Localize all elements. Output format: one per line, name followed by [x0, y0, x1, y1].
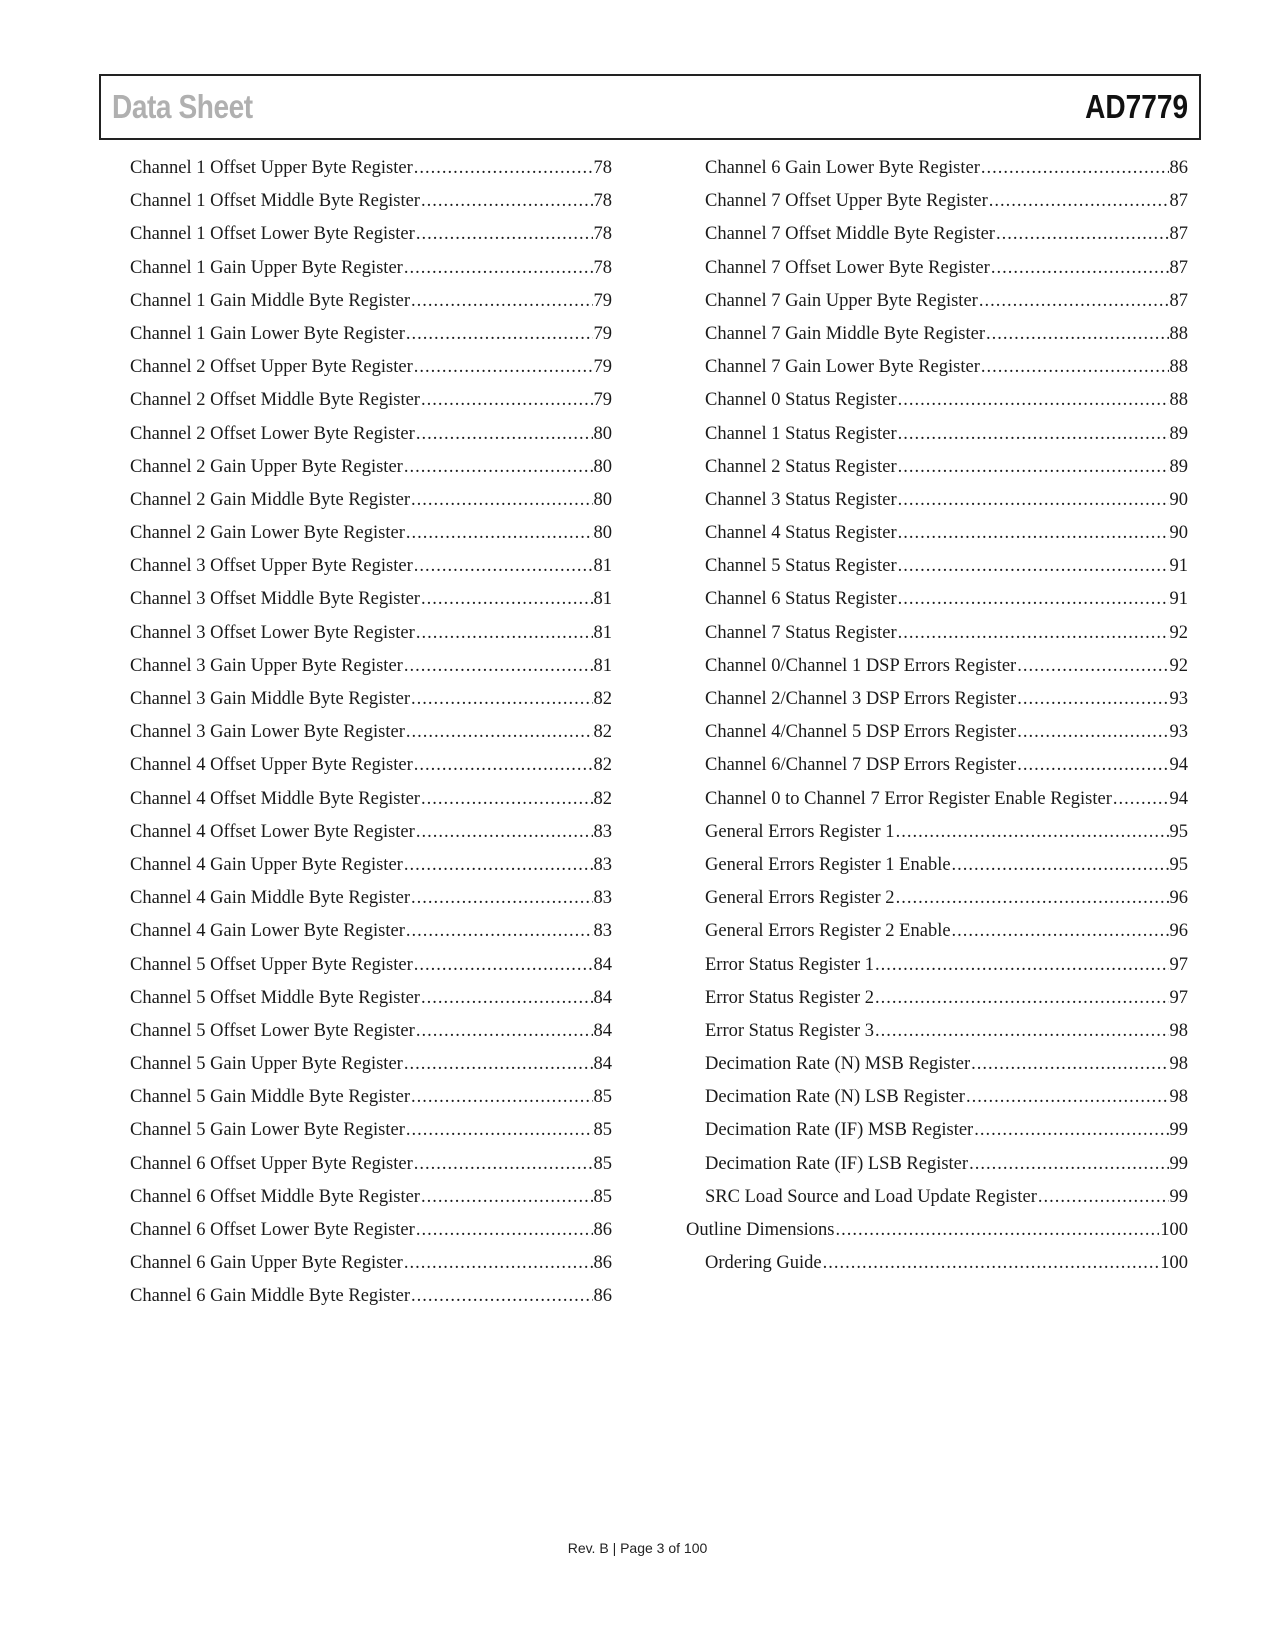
- toc-entry-title: Channel 7 Status Register: [705, 622, 897, 643]
- toc-entry-title: Channel 1 Offset Middle Byte Register: [130, 191, 420, 212]
- toc-leader-dots: [421, 1187, 593, 1208]
- toc-entry[interactable]: [705, 921, 1188, 954]
- toc-entry-title: Channel 4 Offset Upper Byte Register: [130, 755, 413, 776]
- toc-entry-title: Channel 4 Gain Middle Byte Register: [130, 888, 411, 909]
- toc-leader-dots: [406, 1120, 593, 1141]
- toc-entry-title: Channel 7 Offset Lower Byte Register: [705, 257, 990, 278]
- toc-leader-dots: [991, 258, 1169, 279]
- toc-entry-page: 95: [1169, 821, 1188, 842]
- toc-entry-page: 91: [1169, 556, 1188, 577]
- toc-entry[interactable]: [705, 822, 1188, 855]
- toc-leader-dots: [406, 921, 593, 942]
- toc-entry[interactable]: [705, 291, 1188, 324]
- toc-leader-dots: [969, 1154, 1168, 1175]
- toc-leader-dots: [416, 1220, 593, 1241]
- toc-entry-page: 81: [593, 622, 612, 643]
- toc-leader-dots: [421, 589, 593, 610]
- toc-entry-title: Channel 6 Gain Upper Byte Register: [130, 1253, 403, 1274]
- toc-leader-dots: [416, 623, 593, 644]
- toc-entry-page: 99: [1169, 1120, 1188, 1141]
- toc-entry-title: Channel 7 Gain Upper Byte Register: [705, 290, 978, 311]
- toc-entry[interactable]: [130, 457, 612, 490]
- toc-entry[interactable]: [705, 357, 1188, 390]
- toc-entry-page: 99: [1169, 1186, 1188, 1207]
- toc-entry[interactable]: [705, 1054, 1188, 1087]
- toc-entry[interactable]: [705, 390, 1188, 423]
- toc-leader-dots: [411, 291, 592, 312]
- toc-entry[interactable]: [130, 623, 612, 656]
- toc-entry[interactable]: [130, 888, 612, 921]
- toc-leader-dots: [406, 523, 593, 544]
- toc-leader-dots: [1017, 656, 1168, 677]
- toc-entry-page: 96: [1169, 921, 1188, 942]
- toc-entry-title: Channel 4 Gain Upper Byte Register: [130, 854, 403, 875]
- toc-entry-title: Channel 7 Gain Middle Byte Register: [705, 323, 986, 344]
- toc-leader-dots: [1017, 755, 1168, 776]
- toc-entry-page: 86: [1169, 158, 1188, 178]
- toc-leader-dots: [966, 1087, 1169, 1108]
- toc-entry-title: Channel 2 Gain Lower Byte Register: [130, 523, 405, 544]
- toc-leader-dots: [898, 390, 1169, 411]
- page-header: [99, 74, 1201, 140]
- toc-entry[interactable]: [130, 1286, 612, 1319]
- toc-entry[interactable]: [705, 191, 1188, 224]
- toc-entry-page: 99: [1169, 1153, 1188, 1174]
- toc-entry-title: Channel 4 Offset Middle Byte Register: [130, 788, 420, 809]
- toc-leader-dots: [416, 1021, 593, 1042]
- toc-entry[interactable]: [686, 1220, 1188, 1253]
- toc-entry[interactable]: [705, 689, 1188, 722]
- toc-entry-page: 97: [1169, 987, 1188, 1008]
- toc-entry-title: Channel 2/Channel 3 DSP Errors Register: [705, 689, 1017, 709]
- toc-entry-title: Channel 1 Gain Upper Byte Register: [130, 257, 403, 278]
- toc-entry-page: 80: [593, 456, 612, 477]
- toc-entry-page: 90: [1169, 489, 1188, 510]
- toc-entry-page: 85: [593, 1186, 612, 1207]
- toc-entry-page: 93: [1169, 689, 1188, 709]
- toc-entry-page: 95: [1169, 854, 1188, 875]
- toc-entry-page: 80: [593, 523, 612, 544]
- toc-entry-page: 85: [593, 1120, 612, 1141]
- toc-leader-dots: [823, 1253, 1160, 1274]
- toc-entry-page: 79: [593, 323, 612, 344]
- toc-entry[interactable]: [705, 1120, 1188, 1153]
- toc-leader-dots: [404, 1253, 593, 1274]
- toc-entry[interactable]: [130, 324, 612, 357]
- toc-entry-page: 79: [593, 390, 612, 411]
- toc-entry[interactable]: [705, 623, 1188, 656]
- toc-entry[interactable]: [130, 1253, 612, 1286]
- toc-entry[interactable]: [705, 722, 1188, 755]
- toc-entry-title: Channel 3 Offset Upper Byte Register: [130, 556, 413, 577]
- toc-entry[interactable]: [130, 789, 612, 822]
- toc-entry-page: 82: [593, 788, 612, 809]
- toc-entry-title: Channel 4 Status Register: [705, 523, 897, 544]
- toc-entry-title: Channel 2 Offset Upper Byte Register: [130, 357, 413, 378]
- toc-entry-title: Channel 3 Offset Lower Byte Register: [130, 622, 415, 643]
- toc-entry-title: Error Status Register 2: [705, 987, 875, 1008]
- toc-entry-page: 83: [593, 921, 612, 942]
- toc-entry[interactable]: [705, 888, 1188, 921]
- toc-entry-title: Channel 1 Offset Upper Byte Register: [130, 158, 413, 178]
- toc-leader-dots: [981, 357, 1169, 378]
- toc-leader-dots: [421, 789, 593, 810]
- toc-entry-title: Channel 2 Gain Upper Byte Register: [130, 456, 403, 477]
- toc-leader-dots: [875, 1021, 1168, 1042]
- toc-entry[interactable]: [130, 158, 612, 191]
- toc-entry-page: 98: [1169, 1087, 1188, 1108]
- toc-entry[interactable]: [705, 1154, 1188, 1187]
- toc-entry-page: 82: [593, 722, 612, 743]
- toc-leader-dots: [898, 589, 1169, 610]
- toc-leader-dots: [411, 490, 592, 511]
- toc-leader-dots: [406, 324, 593, 345]
- toc-entry[interactable]: [705, 1087, 1188, 1120]
- toc-entry-title: Ordering Guide: [705, 1253, 822, 1274]
- toc-entry-title: Channel 3 Gain Middle Byte Register: [130, 689, 411, 709]
- toc-entry-page: 85: [593, 1153, 612, 1174]
- toc-entry-title: SRC Load Source and Load Update Register: [705, 1186, 1037, 1207]
- toc-entry-page: 81: [593, 655, 612, 676]
- toc-entry-title: Channel 1 Gain Lower Byte Register: [130, 323, 405, 344]
- toc-entry-title: Channel 2 Offset Lower Byte Register: [130, 423, 415, 444]
- toc-entry[interactable]: [130, 1054, 612, 1087]
- toc-entry[interactable]: [705, 490, 1188, 523]
- toc-leader-dots: [404, 457, 593, 478]
- toc-entry-title: Channel 2 Gain Middle Byte Register: [130, 489, 411, 510]
- toc-leader-dots: [414, 357, 593, 378]
- toc-entry[interactable]: [705, 556, 1188, 589]
- toc-entry-title: Channel 1 Gain Middle Byte Register: [130, 290, 411, 311]
- toc-leader-dots: [898, 623, 1169, 644]
- toc-entry-page: 83: [593, 854, 612, 875]
- toc-entry[interactable]: [130, 258, 612, 291]
- toc-entry[interactable]: [130, 855, 612, 888]
- toc-entry[interactable]: [130, 390, 612, 423]
- header-doc-type: Data Sheet: [112, 88, 253, 125]
- toc-leader-dots: [1113, 789, 1169, 810]
- toc-entry[interactable]: [130, 224, 612, 257]
- toc-entry[interactable]: [130, 1154, 612, 1187]
- toc-leader-dots: [411, 1087, 592, 1108]
- toc-entry-page: 84: [593, 954, 612, 975]
- toc-entry-page: 86: [593, 1253, 612, 1274]
- toc-leader-dots: [1038, 1187, 1169, 1208]
- toc-leader-dots: [1017, 689, 1168, 710]
- toc-entry-page: 86: [593, 1286, 612, 1307]
- toc-entry-page: 97: [1169, 954, 1188, 975]
- toc-entry-title: Channel 3 Status Register: [705, 489, 897, 510]
- toc-entry-page: 83: [593, 821, 612, 842]
- toc-entry[interactable]: [705, 955, 1188, 988]
- toc-entry-page: 100: [1160, 1253, 1188, 1274]
- toc-leader-dots: [404, 258, 593, 279]
- toc-entry-page: 78: [593, 158, 612, 178]
- toc-entry[interactable]: [705, 589, 1188, 622]
- toc-leader-dots: [952, 921, 1169, 942]
- toc-entry-title: Channel 0/Channel 1 DSP Errors Register: [705, 655, 1017, 676]
- toc-entry[interactable]: [130, 822, 612, 855]
- toc-entry-page: 78: [593, 191, 612, 212]
- toc-entry[interactable]: [705, 258, 1188, 291]
- toc-entry-page: 86: [593, 1220, 612, 1240]
- toc-entry[interactable]: [130, 357, 612, 390]
- toc-leader-dots: [421, 390, 593, 411]
- toc-entry-title: Outline Dimensions: [686, 1220, 835, 1240]
- toc-entry-title: Channel 5 Gain Upper Byte Register: [130, 1054, 403, 1075]
- toc-leader-dots: [896, 822, 1169, 843]
- toc-entry-page: 90: [1169, 523, 1188, 544]
- toc-leader-dots: [898, 556, 1169, 577]
- toc-entry-page: 96: [1169, 888, 1188, 909]
- toc-entry-title: Channel 6 Offset Middle Byte Register: [130, 1186, 420, 1207]
- toc-right-column: [686, 158, 1188, 1286]
- toc-entry-title: Channel 5 Status Register: [705, 556, 897, 577]
- toc-entry-title: Channel 5 Offset Lower Byte Register: [130, 1020, 415, 1041]
- toc-entry-title: Error Status Register 3: [705, 1020, 875, 1041]
- toc-entry[interactable]: [130, 556, 612, 589]
- toc-entry[interactable]: [130, 1021, 612, 1054]
- toc-entry-page: 87: [1169, 191, 1188, 212]
- toc-leader-dots: [896, 888, 1169, 909]
- toc-leader-dots: [898, 490, 1169, 511]
- toc-entry-title: Channel 4/Channel 5 DSP Errors Register: [705, 722, 1017, 743]
- toc-entry-page: 78: [593, 257, 612, 278]
- toc-entry-title: General Errors Register 1 Enable: [705, 854, 951, 875]
- toc-entry-title: Channel 6 Gain Middle Byte Register: [130, 1286, 411, 1307]
- toc-entry-title: Channel 3 Gain Upper Byte Register: [130, 655, 403, 676]
- toc-leader-dots: [981, 158, 1169, 179]
- toc-entry[interactable]: [130, 755, 612, 788]
- toc-leader-dots: [404, 855, 593, 876]
- toc-entry[interactable]: [130, 955, 612, 988]
- toc-entry-page: 98: [1169, 1020, 1188, 1041]
- toc-entry-page: 100: [1160, 1220, 1188, 1240]
- toc-entry-title: Channel 7 Offset Middle Byte Register: [705, 224, 995, 245]
- toc-leader-dots: [404, 656, 593, 677]
- toc-leader-dots: [989, 191, 1169, 212]
- toc-entry-page: 81: [593, 556, 612, 577]
- toc-entry-title: Decimation Rate (N) MSB Register: [705, 1054, 971, 1075]
- toc-entry-title: Channel 4 Gain Lower Byte Register: [130, 921, 405, 942]
- toc-entry[interactable]: [705, 656, 1188, 689]
- toc-leader-dots: [404, 1054, 593, 1075]
- toc-leader-dots: [875, 988, 1168, 1009]
- toc-entry[interactable]: [130, 1220, 612, 1253]
- toc-entry-title: General Errors Register 2 Enable: [705, 921, 951, 942]
- toc-entry-title: Channel 0 to Channel 7 Error Register Enable Register: [705, 788, 1112, 809]
- toc-entry[interactable]: [705, 1253, 1188, 1286]
- toc-leader-dots: [414, 556, 593, 577]
- toc-entry[interactable]: [705, 855, 1188, 888]
- toc-entry-title: General Errors Register 2: [705, 888, 895, 909]
- toc-entry[interactable]: [705, 1021, 1188, 1054]
- toc-leader-dots: [1017, 722, 1168, 743]
- toc-entry[interactable]: [705, 424, 1188, 457]
- toc-leader-dots: [411, 1286, 592, 1307]
- toc-entry-page: 98: [1169, 1054, 1188, 1075]
- toc-entry-title: Channel 2 Offset Middle Byte Register: [130, 390, 420, 411]
- toc-entry-page: 83: [593, 888, 612, 909]
- toc-leader-dots: [416, 224, 593, 245]
- toc-entry-title: Channel 4 Offset Lower Byte Register: [130, 821, 415, 842]
- toc-entry-page: 84: [593, 987, 612, 1008]
- page-footer: Rev. B | Page 3 of 100: [567, 1540, 708, 1556]
- toc-leader-dots: [416, 424, 593, 445]
- toc-entry-page: 87: [1169, 290, 1188, 311]
- toc-entry-title: Channel 6 Gain Lower Byte Register: [705, 158, 980, 178]
- toc-leader-dots: [996, 224, 1169, 245]
- toc-entry[interactable]: [130, 689, 612, 722]
- toc-entry-title: Channel 3 Gain Lower Byte Register: [130, 722, 405, 743]
- toc-entry-title: Channel 2 Status Register: [705, 456, 897, 477]
- toc-entry-title: Channel 1 Offset Lower Byte Register: [130, 224, 415, 245]
- toc-entry-page: 92: [1169, 655, 1188, 676]
- toc-entry[interactable]: [705, 324, 1188, 357]
- toc-entry-title: Channel 7 Offset Upper Byte Register: [705, 191, 988, 212]
- toc-entry-title: Channel 0 Status Register: [705, 390, 897, 411]
- header-part-number: AD7779: [1085, 88, 1188, 125]
- toc-leader-dots: [898, 457, 1169, 478]
- toc-entry-page: 92: [1169, 622, 1188, 643]
- toc-entry-title: Error Status Register 1: [705, 954, 875, 975]
- toc-entry-page: 88: [1169, 323, 1188, 344]
- toc-entry-title: Decimation Rate (IF) LSB Register: [705, 1153, 969, 1174]
- toc-leader-dots: [421, 191, 593, 212]
- toc-entry-title: Decimation Rate (IF) MSB Register: [705, 1120, 974, 1141]
- toc-left-column: [130, 158, 612, 1320]
- toc-entry[interactable]: [130, 424, 612, 457]
- toc-entry-page: 82: [593, 689, 612, 709]
- toc-leader-dots: [416, 822, 593, 843]
- toc-entry-page: 87: [1169, 257, 1188, 278]
- toc-entry[interactable]: [130, 988, 612, 1021]
- toc-entry[interactable]: [130, 523, 612, 556]
- toc-entry-page: 81: [593, 589, 612, 610]
- toc-entry-page: 89: [1169, 456, 1188, 477]
- toc-entry[interactable]: [130, 656, 612, 689]
- toc-leader-dots: [406, 722, 593, 743]
- toc-entry[interactable]: [705, 224, 1188, 257]
- toc-entry-page: 88: [1169, 390, 1188, 411]
- toc-leader-dots: [952, 855, 1169, 876]
- toc-entry-page: 78: [593, 224, 612, 245]
- toc-entry[interactable]: [130, 1187, 612, 1220]
- toc-entry-page: 79: [593, 357, 612, 378]
- toc-leader-dots: [836, 1220, 1160, 1241]
- toc-entry-page: 94: [1169, 755, 1188, 776]
- toc-leader-dots: [971, 1054, 1168, 1075]
- toc-leader-dots: [875, 955, 1168, 976]
- toc-entry-title: Channel 7 Gain Lower Byte Register: [705, 357, 980, 378]
- toc-leader-dots: [411, 689, 592, 710]
- toc-entry[interactable]: [705, 789, 1188, 822]
- toc-entry-title: Channel 3 Offset Middle Byte Register: [130, 589, 420, 610]
- toc-entry-title: Channel 6/Channel 7 DSP Errors Register: [705, 755, 1017, 776]
- toc-entry-title: Channel 6 Status Register: [705, 589, 897, 610]
- toc-entry[interactable]: [705, 988, 1188, 1021]
- toc-leader-dots: [414, 158, 593, 179]
- toc-leader-dots: [421, 988, 593, 1009]
- toc-leader-dots: [414, 755, 593, 776]
- toc-entry-page: 89: [1169, 423, 1188, 444]
- toc-entry-page: 80: [593, 423, 612, 444]
- toc-entry-page: 94: [1169, 788, 1188, 809]
- toc-entry-page: 84: [593, 1054, 612, 1075]
- toc-entry-title: Channel 5 Offset Upper Byte Register: [130, 954, 413, 975]
- toc-leader-dots: [979, 291, 1169, 312]
- toc-leader-dots: [898, 523, 1169, 544]
- toc-entry-page: 88: [1169, 357, 1188, 378]
- toc-entry-title: Channel 5 Offset Middle Byte Register: [130, 987, 420, 1008]
- toc-entry[interactable]: [130, 490, 612, 523]
- toc-entry-page: 85: [593, 1087, 612, 1108]
- toc-entry-page: 84: [593, 1020, 612, 1041]
- toc-entry-page: 82: [593, 755, 612, 776]
- toc-entry[interactable]: [130, 921, 612, 954]
- toc-entry[interactable]: [705, 158, 1188, 191]
- toc-entry[interactable]: [705, 523, 1188, 556]
- toc-entry[interactable]: [705, 457, 1188, 490]
- toc-entry-page: 79: [593, 290, 612, 311]
- toc-leader-dots: [974, 1120, 1168, 1141]
- toc-entry-title: General Errors Register 1: [705, 821, 895, 842]
- toc-entry-page: 87: [1169, 224, 1188, 245]
- toc-entry-page: 91: [1169, 589, 1188, 610]
- toc-entry-title: Channel 5 Gain Lower Byte Register: [130, 1120, 405, 1141]
- toc-entry-title: Decimation Rate (N) LSB Register: [705, 1087, 965, 1108]
- toc-entry-title: Channel 1 Status Register: [705, 423, 897, 444]
- toc-entry[interactable]: [130, 191, 612, 224]
- toc-entry[interactable]: [705, 1187, 1188, 1220]
- toc-entry-title: Channel 5 Gain Middle Byte Register: [130, 1087, 411, 1108]
- toc-entry[interactable]: [130, 291, 612, 324]
- toc-leader-dots: [414, 955, 593, 976]
- toc-entry-title: Channel 6 Offset Upper Byte Register: [130, 1153, 413, 1174]
- toc-entry[interactable]: [130, 1120, 612, 1153]
- toc-leader-dots: [411, 888, 592, 909]
- toc-entry[interactable]: [130, 1087, 612, 1120]
- toc-entry[interactable]: [130, 589, 612, 622]
- toc-entry[interactable]: [705, 755, 1188, 788]
- toc-entry-page: 80: [593, 489, 612, 510]
- toc-entry-title: Channel 6 Offset Lower Byte Register: [130, 1220, 415, 1240]
- toc-entry[interactable]: [130, 722, 612, 755]
- toc-leader-dots: [414, 1154, 593, 1175]
- toc-entry-page: 93: [1169, 722, 1188, 743]
- toc-leader-dots: [986, 324, 1168, 345]
- toc-leader-dots: [898, 424, 1169, 445]
